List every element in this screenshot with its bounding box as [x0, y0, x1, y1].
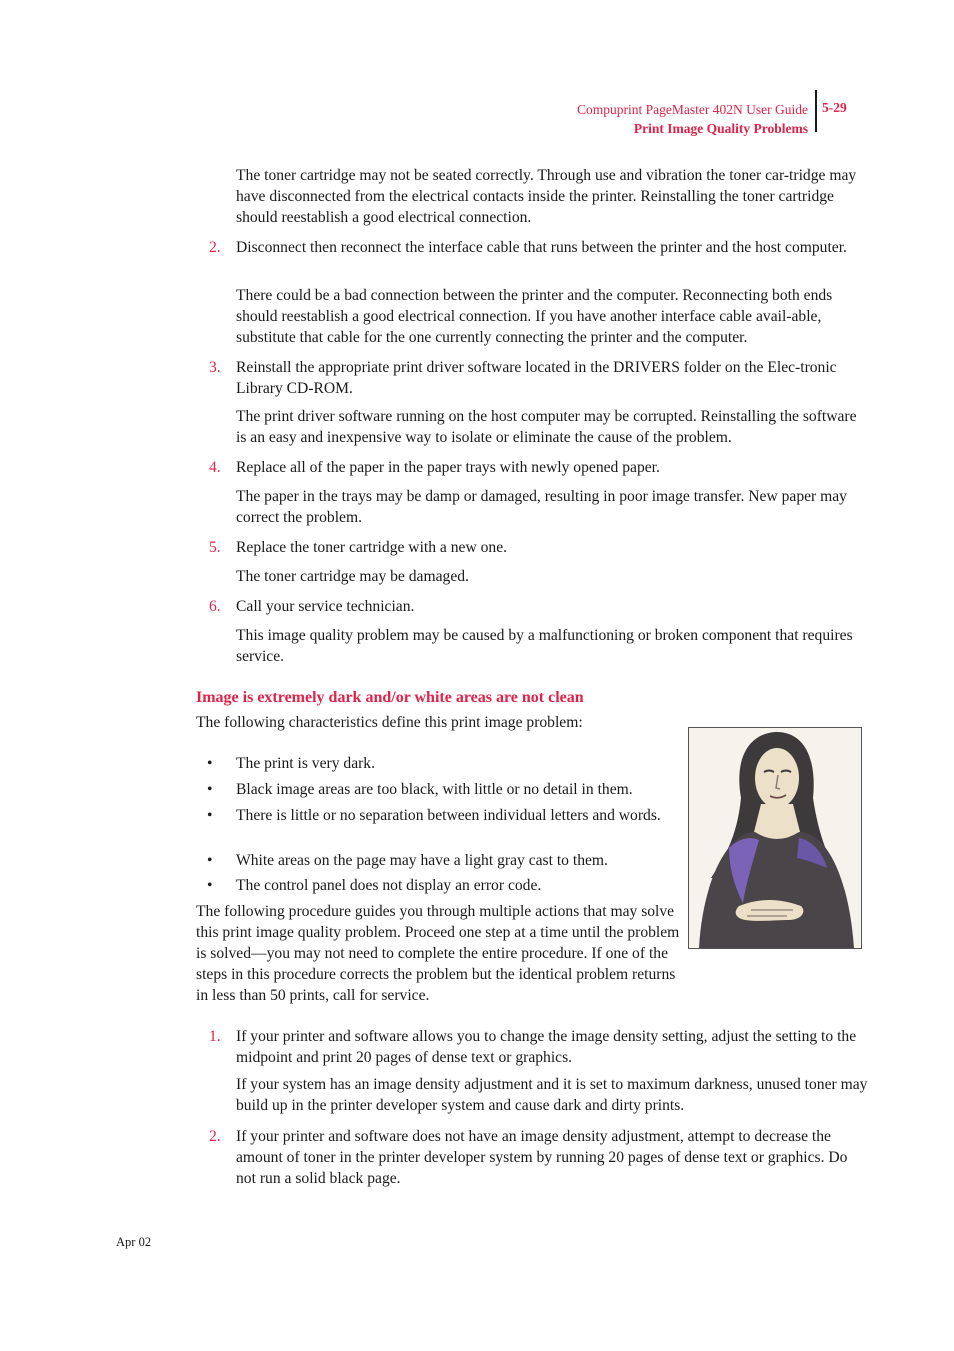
step-6-number: 6.: [209, 598, 221, 615]
bullet-marker: •: [207, 877, 213, 894]
step-6-note: This image quality problem may be caused by a malfunctioning or broken component that requires service.: [236, 627, 853, 665]
portrait-icon: [689, 728, 861, 948]
section-intro: The following characteristics define this print image problem:: [196, 714, 583, 731]
header-divider: [815, 90, 817, 132]
bullet-item: Black image areas are too black, with little or no detail in them.: [236, 781, 633, 798]
procedure-step-2-text: If your printer and software does not have an image density adjustment, attempt to decrease the amount of toner in the printer developer system by running 20 pages of dense text or graphics. Do not run a solid black page.: [236, 1128, 848, 1187]
step-3-number: 3.: [209, 359, 221, 376]
footer-date: Apr 02: [116, 1235, 152, 1249]
step-4-number: 4.: [209, 459, 221, 476]
step-5-note: The toner cartridge may be damaged.: [236, 568, 469, 585]
step-4-note: The paper in the trays may be damp or damaged, resulting in poor image transfer. New paper may correct the problem.: [236, 488, 847, 526]
procedure-intro: The following procedure guides you through multiple actions that may solve this print image quality problem. Proceed one step at a time until the problem is solved—you may not need to complete the entire procedure. If one of the steps in this procedure corrects the problem but the identical problem returns in less than 50 prints, call for service.: [196, 903, 680, 1004]
procedure-step-1-number: 1.: [209, 1028, 221, 1045]
section-title: Print Image Quality Problems: [633, 121, 808, 136]
procedure-step-2-number: 2.: [209, 1128, 221, 1145]
guide-title: Compuprint PageMaster 402N User Guide: [577, 102, 808, 117]
bullet-marker: •: [207, 807, 213, 824]
bullet-marker: •: [207, 781, 213, 798]
bullet-item: The print is very dark.: [236, 755, 376, 772]
step-1-note: The toner cartridge may not be seated correctly. Through use and vibration the toner car-tridge may have disconnected from the electrical contacts inside the printer. Reinstalling the toner cartridge should reestablish a good electrical connection.: [236, 167, 857, 226]
mona-lisa-illustration: [688, 727, 862, 949]
procedure-step-1-note: If your system has an image density adjustment and it is set to maximum darkness, unused toner may build up in the printer developer system and cause dark and dirty prints.: [236, 1076, 868, 1114]
step-5-number: 5.: [209, 539, 221, 556]
step-2-text: Disconnect then reconnect the interface cable that runs between the printer and the host computer.: [236, 239, 847, 256]
running-header: [577, 100, 808, 138]
page-number: 5-29: [822, 100, 847, 115]
step-3-note: The print driver software running on the host computer may be corrupted. Reinstalling the software is an easy and inexpensive way to isolate or eliminate the cause of the problem.: [236, 408, 857, 446]
bullet-marker: •: [207, 852, 213, 869]
bullet-item: The control panel does not display an error code.: [236, 877, 542, 894]
step-2-note: There could be a bad connection between the printer and the computer. Reconnecting both ends should reestablish a good electrical connection. If you have another interface cable avail-able, substitute that cable for the one currently connecting the printer and the computer.: [236, 287, 833, 346]
bullet-item: There is little or no separation between individual letters and words.: [236, 807, 661, 824]
step-3-text: Reinstall the appropriate print driver software located in the DRIVERS folder on the Elec-tronic Library CD-ROM.: [236, 359, 837, 397]
section-heading: Image is extremely dark and/or white areas are not clean: [196, 689, 584, 706]
step-4-text: Replace all of the paper in the paper trays with newly opened paper.: [236, 459, 660, 476]
step-5-text: Replace the toner cartridge with a new one.: [236, 539, 508, 556]
bullet-marker: •: [207, 755, 213, 772]
step-6-text: Call your service technician.: [236, 598, 415, 615]
bullet-item: White areas on the page may have a light gray cast to them.: [236, 852, 608, 869]
procedure-step-1-text: If your printer and software allows you to change the image density setting, adjust the setting to the midpoint and print 20 pages of dense text or graphics.: [236, 1028, 857, 1066]
step-2-number: 2.: [209, 239, 221, 256]
